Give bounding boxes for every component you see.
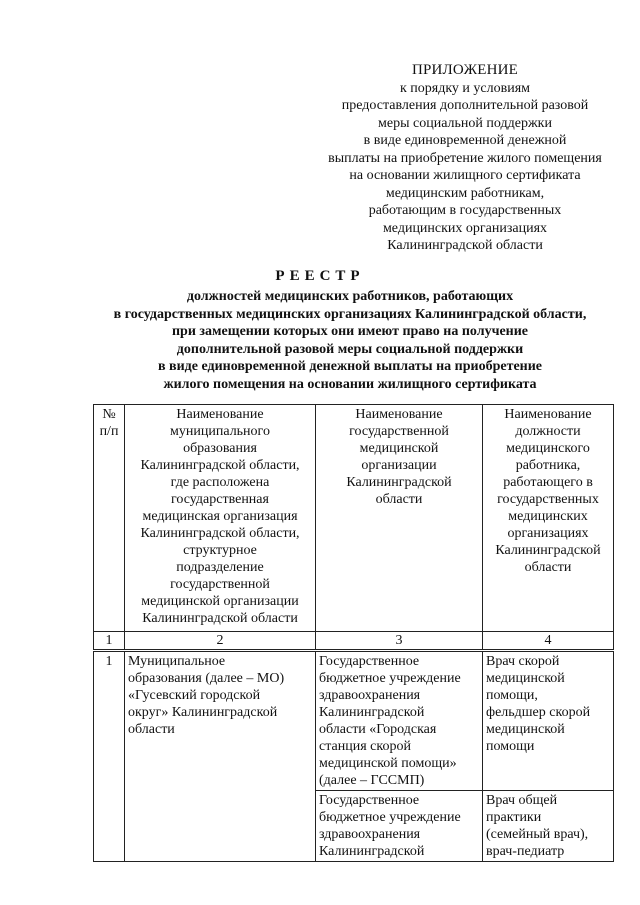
cell-line: здравоохранения [319, 688, 421, 703]
row-organization [316, 651, 483, 791]
row-organization [316, 791, 483, 862]
header-line: государственных [497, 492, 599, 507]
cell-line: Врач общей [486, 793, 558, 808]
appendix-line: в виде единовременной денежной [363, 133, 567, 148]
header-line: организациях [507, 526, 589, 541]
table-header-row [94, 405, 614, 632]
header-line: медицинского [506, 441, 590, 456]
header-line: Калининградской [495, 543, 601, 558]
header-line: области [524, 560, 572, 575]
header-line: организации [361, 458, 437, 473]
appendix-line: предоставления дополнительной разовой [341, 98, 589, 113]
cell-line: (семейный врач), [486, 827, 589, 842]
appendix-line: на основании жилищного сертификата [349, 168, 581, 183]
cell-line: станция скорой [319, 739, 411, 754]
appendix-line: к порядку и условиям [399, 80, 531, 96]
header-line: должности [515, 424, 581, 439]
registry-subtitle-line: дополнительной разовой меры социальной поддержки [176, 341, 524, 357]
header-line: структурное [183, 543, 257, 558]
appendix-title: ПРИЛОЖЕНИЕ [411, 62, 519, 78]
header-line: Калининградской области, [140, 526, 300, 541]
appendix-line: Калининградской области [387, 238, 543, 253]
cell-line: медицинской [486, 722, 565, 737]
header-line: муниципального [170, 424, 270, 439]
header-organization [316, 405, 483, 632]
cell-line: Калининградской [319, 705, 425, 720]
header-line: Калининградской области, [140, 458, 300, 473]
cell-line: Государственное [319, 654, 420, 669]
header-line: медицинской организации [141, 594, 299, 609]
header-num [94, 405, 125, 632]
registry-subtitle-line: при замещении которых они имеют право на получение [171, 324, 529, 339]
header-line: медицинской [359, 441, 439, 456]
cell-line: Калининградской [319, 844, 425, 859]
cell-line: Врач скорой [486, 654, 560, 669]
appendix-line: медицинским работникам, [385, 185, 545, 201]
column-number: 1 [94, 632, 125, 651]
cell-line: здравоохранения [319, 827, 421, 842]
cell-line: помощи [486, 739, 535, 754]
registry-title: РЕЕСТР [275, 268, 365, 284]
row-position [483, 651, 614, 791]
cell-line: медицинской [486, 671, 565, 686]
column-number: 2 [125, 632, 316, 651]
cell-line: практики [486, 810, 542, 825]
header-line: образования [183, 441, 257, 456]
row-municipality [125, 651, 316, 862]
appendix-line: работающим в государственных [368, 203, 562, 218]
cell-line: медицинской помощи» [319, 756, 457, 771]
header-num-line: п/п [99, 424, 119, 439]
registry-table [93, 404, 614, 862]
cell-line: (далее – ГССМП) [319, 773, 425, 788]
registry-subtitle-line: жилого помещения на основании жилищного сертификата [163, 376, 537, 392]
header-line: государственной [170, 577, 270, 592]
column-number: 4 [483, 632, 614, 651]
header-num-line: № [102, 407, 116, 422]
cell-line: округ» Калининградской [128, 705, 278, 720]
header-line: где расположена [170, 475, 270, 490]
column-number-row [94, 632, 614, 651]
appendix-block [300, 62, 630, 255]
header-line: Наименование [355, 407, 443, 422]
cell-line: фельдшер скорой [486, 705, 591, 720]
cell-line: «Гусевский городской [128, 688, 261, 703]
header-municipality [125, 405, 316, 632]
cell-line: врач-педиатр [486, 844, 565, 859]
header-line: области [375, 492, 423, 507]
column-number: 3 [316, 632, 483, 651]
appendix-line: меры социальной поддержки [378, 115, 552, 131]
registry-subtitle [60, 288, 640, 393]
header-line: государственная [171, 492, 269, 507]
cell-line: образования (далее – МО) [128, 671, 285, 686]
row-number: 1 [94, 651, 125, 862]
cell-line: Муниципальное [128, 654, 226, 669]
registry-subtitle-line: в виде единовременной денежной выплаты на приобретение [157, 359, 543, 374]
header-line: государственной [349, 424, 449, 439]
appendix-line: медицинских организациях [382, 220, 548, 236]
cell-line: помощи, [486, 688, 538, 703]
registry-subtitle-line: в государственных медицинских организациях Калининградской области, [113, 306, 587, 322]
header-line: Калининградской [346, 475, 452, 490]
appendix-line: выплаты на приобретение жилого помещения [328, 150, 602, 166]
header-line: Наименование [176, 407, 264, 422]
header-position [483, 405, 614, 632]
cell-line: бюджетное учреждение [319, 671, 461, 686]
header-line: медицинская организация [142, 509, 298, 524]
header-line: Наименование [504, 407, 592, 422]
header-line: работника, [515, 458, 581, 473]
header-line: Калининградской области [142, 611, 298, 626]
cell-line: Государственное [319, 793, 420, 808]
header-line: работающего в [503, 475, 593, 490]
registry-subtitle-line: должностей медицинских работников, работающих [186, 289, 514, 304]
header-line: медицинских [508, 509, 588, 524]
header-line: подразделение [176, 560, 264, 575]
cell-line: области [128, 722, 175, 737]
cell-line: области «Городская [319, 722, 437, 737]
row-position [483, 791, 614, 862]
cell-line: бюджетное учреждение [319, 810, 461, 825]
table-row [94, 651, 614, 791]
